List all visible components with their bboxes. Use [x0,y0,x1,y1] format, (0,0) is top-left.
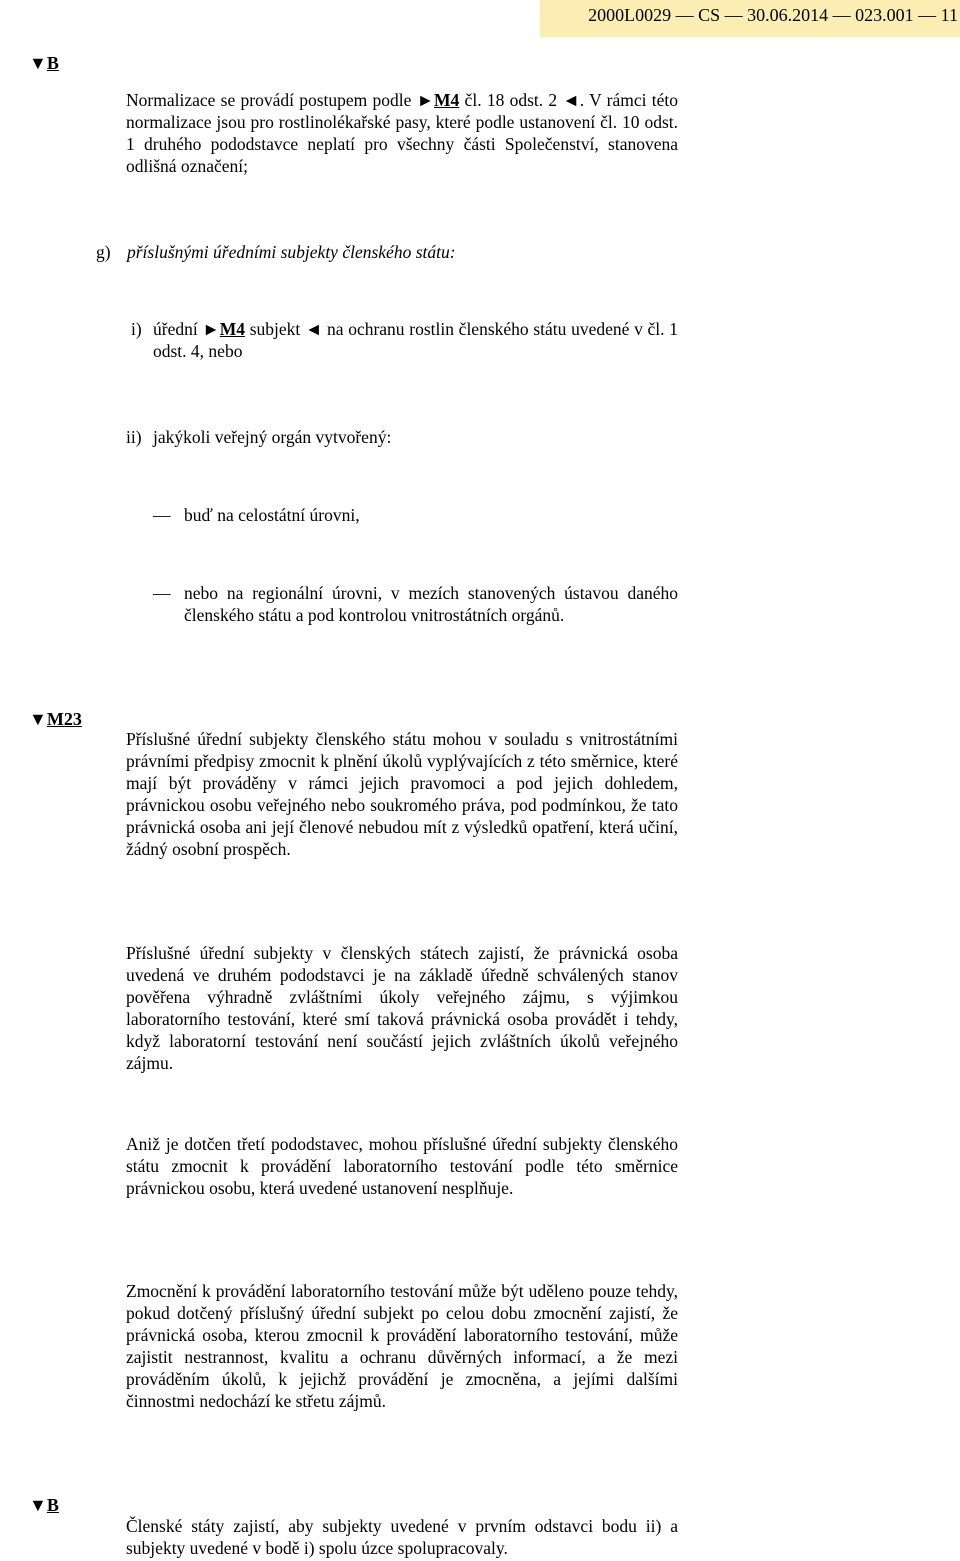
paragraph-final: Členské státy zajistí, aby subjekty uvedené v prvním odstavci bodu ii) a subjekty uvedené v bodě i) spolu úzce spolupracovaly. [126,1516,678,1558]
amendment-marker-b [29,52,59,74]
marker-arrow-icon: ▼ [29,709,47,729]
paragraph-m23-2: Příslušné úřední subjekty v členských státech zajistí, že právnická osoba uvedená ve druhém pododstavci je na základě úředně schválených stanov pověřena výhradně zvláštními úkoly veřejného zájmu, s výjimkou laboratorního testování, které smí taková právnická osoba provádět i tehdy, když laboratorní testování není součástí jejich zvláštních úkolů veřejného zájmu. [126,943,678,1073]
document-reference: 2000L0029 — CS — 30.06.2014 — 023.001 — 11 [588,5,958,25]
list-text-i: úřední ►M4 subjekt ◄ na ochranu rostlin členského státu uvedené v čl. 1 odst. 4, nebo [153,319,678,361]
amendment-link-m4[interactable]: M4 [219,319,246,339]
list-label-i: i) [131,319,142,339]
ref-arrow-icon: ► [202,319,220,339]
paragraph-m23-1: Příslušné úřední subjekty členského státu mohou v souladu s vnitrostátními právními předpisy zmocnit k plnění úkolů vyplývajících z této směrnice, které mají být prováděny v rámci jejich pravomoci a pod jejich dohledem, právnickou osobu veřejného nebo soukromého práva, pod podmínkou, že tato právnická osoba ani její členové nebudou mít z výsledků opatření, která učiní, žádný osobní prospěch. [126,729,678,859]
list-label-g: g) [96,242,111,262]
amendment-link-m4[interactable]: M4 [434,90,460,110]
dash-icon: — [153,583,171,603]
amendment-marker-b-bottom [29,1494,59,1516]
list-text-g: příslušnými úředními subjekty členského státu: [127,242,456,262]
marker-arrow-icon: ▼ [29,1495,47,1515]
dash-icon: — [153,505,171,525]
marker-code[interactable]: B [46,1495,59,1515]
dash-item-regional: nebo na regionální úrovni, v mezích stanovených ústavou daného členského státu a pod kontrolou vnitrostátních orgánů. [184,583,678,625]
list-text-ii: jakýkoli veřejný orgán vytvořený: [153,427,392,447]
marker-code[interactable]: B [46,53,59,73]
ref-arrow-icon: ► [416,90,435,110]
paragraph-m23-4: Zmocnění k provádění laboratorního testování může být uděleno pouze tehdy, pokud dotčený příslušný úřední subjekt po celou dobu zmocnění zajistí, že právnická osoba, kterou zmocnil k provádění laboratorního testování, může zajistit nestrannost, kvalitu a ochranu důvěrných informací, a že mezi prováděním úkolů, k jejichž provádění je zmocněna, a jejími dalšími činnostmi nedochází ke střetu zájmů. [126,1281,678,1411]
paragraph-normalization: Normalizace se provádí postupem podle ►M4 čl. 18 odst. 2 ◄. V rámci této normalizace jsou pro rostlinolékařské pasy, které podle ustanovení čl. 10 odst. 1 druhého pododstavce neplatí pro všechny části Společenství, stanovena odlišná označení; [126,90,678,176]
amendment-marker-m23 [29,708,82,730]
paragraph-m23-3: Aniž je dotčen třetí pododstavec, mohou příslušné úřední subjekty členského státu zmocnit k provádění laboratorního testování podle této směrnice právnickou osobu, která uvedené ustanovení nesplňuje. [126,1134,678,1198]
marker-code[interactable]: M23 [46,709,82,729]
marker-arrow-icon: ▼ [29,53,47,73]
list-label-ii: ii) [126,427,142,447]
dash-item-national: buď na celostátní úrovni, [184,505,360,525]
